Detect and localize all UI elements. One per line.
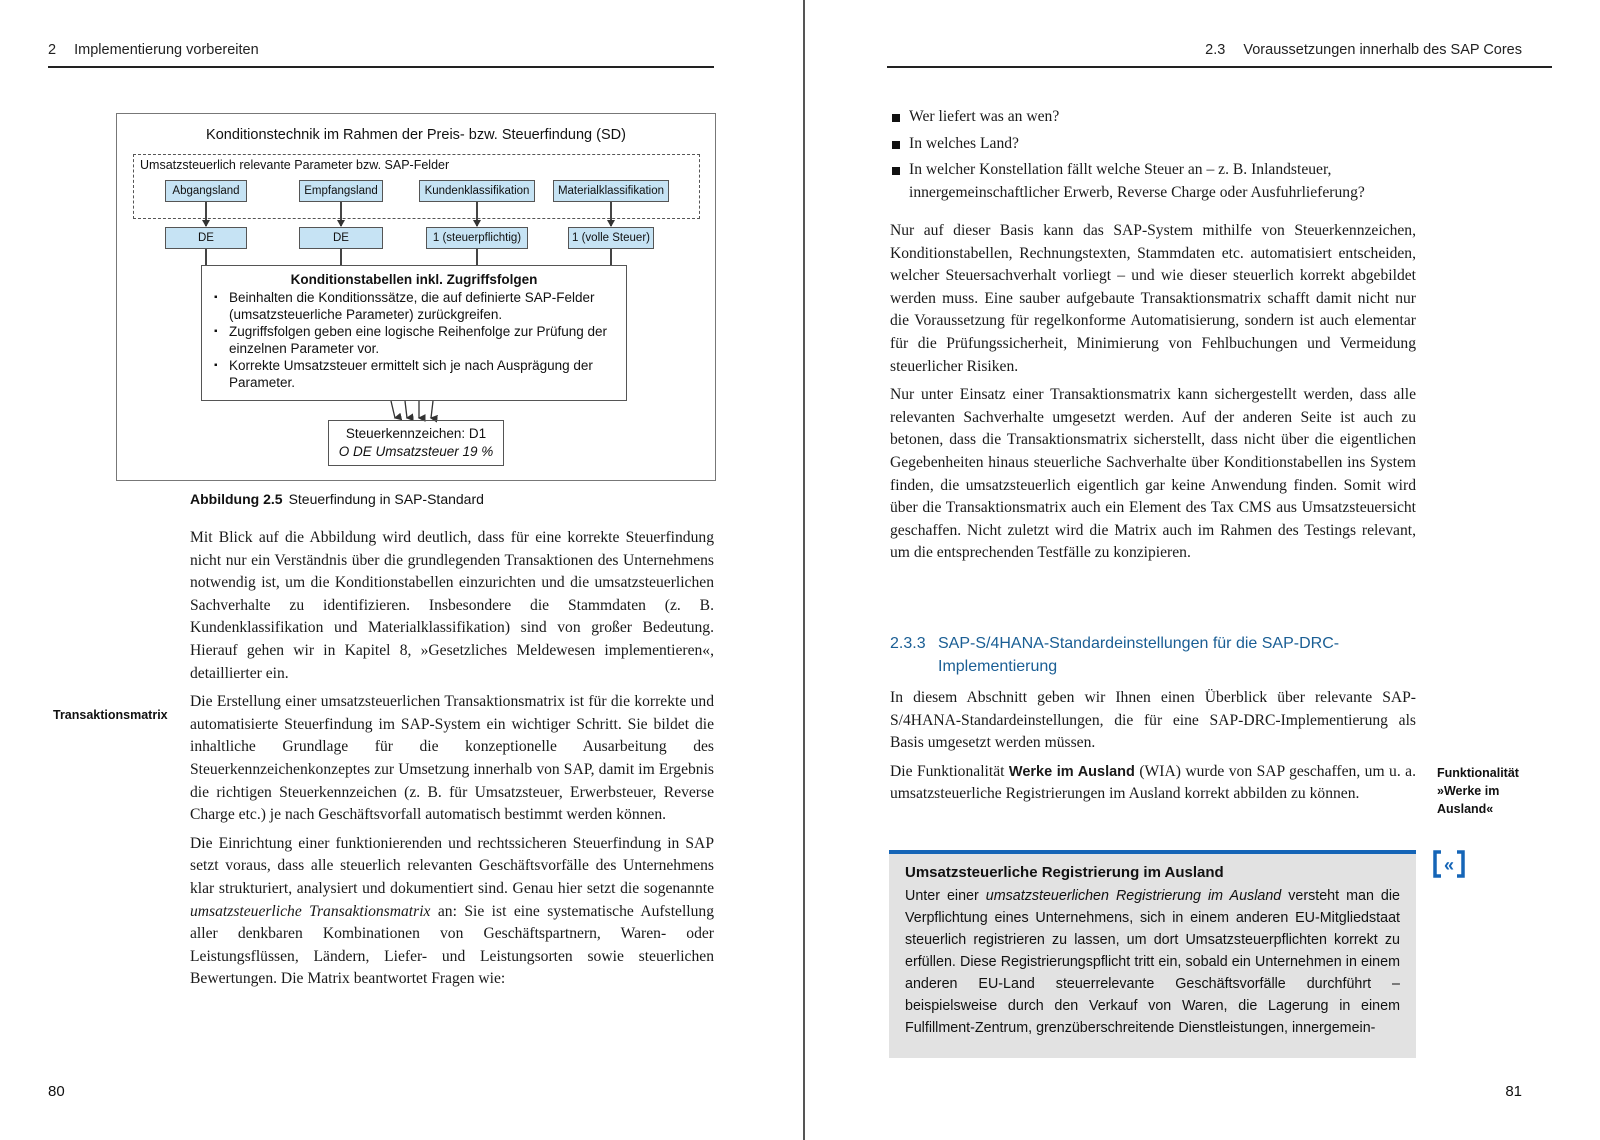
definition-icon	[1433, 850, 1465, 878]
connector-line	[205, 249, 207, 265]
param-field-box: Abgangsland	[165, 180, 247, 202]
page-number-left: 80	[48, 1083, 65, 1100]
section-number: 2.3	[1205, 42, 1226, 58]
connector-line	[610, 249, 612, 265]
condition-tables-box	[201, 265, 627, 401]
arrow-down-icon	[473, 220, 481, 227]
param-value-box: DE	[165, 227, 247, 249]
paragraph	[890, 761, 1416, 806]
paragraph-text: Die Einrichtung einer funktionierenden und rechtssicheren Steuerfindung in SAP setzt voraus, dass alle steuerlich relevanten Geschäftsvorfälle des Unternehmens klar strukturiert, analysiert und dokumentiert sind. Genau hier setzt die sogenannte	[190, 834, 714, 897]
list-item: Wer liefert was an wen?	[890, 106, 1416, 129]
running-head-left	[48, 42, 259, 58]
tax-code-result-box	[328, 420, 504, 466]
connector-line	[476, 249, 478, 265]
header-rule	[887, 66, 1552, 68]
param-field-box: Materialklassifikation	[553, 180, 669, 202]
list-item: In welcher Konstellation fällt welche Steuer an – z. B. Inlandsteuer, innergemeinschaftlicher Erwerb, Reverse Charge oder Ausfuhrlieferung?	[890, 159, 1416, 204]
arrow-down-icon	[337, 220, 345, 227]
arrow-down-icon	[607, 220, 615, 227]
definition-box-title: Umsatzsteuerliche Registrierung im Ausland	[905, 864, 1224, 881]
definition-box	[889, 850, 1416, 1058]
page-number-right: 81	[1505, 1083, 1522, 1100]
list-item: In welches Land?	[890, 133, 1416, 156]
section-heading-number: 2.3.3	[890, 635, 926, 652]
figure-caption	[190, 491, 484, 507]
definition-box-body	[905, 885, 1400, 1039]
question-list	[890, 106, 1416, 208]
figure-tax-determination	[116, 113, 716, 481]
section-heading-title: SAP-S/4HANA-Standardeinstellungen für die SAP-DRC-Implementierung	[938, 635, 1340, 675]
tax-code-description: O DE Umsatzsteuer 19 %	[338, 444, 494, 459]
condition-tables-bullet: ▪ Korrekte Umsatzsteuer ermittelt sich je nach Ausprägung der Parameter.	[214, 358, 626, 391]
paragraph: In diesem Abschnitt geben wir Ihnen einen Überblick über relevante SAP-S/4HANA-Standardeinstellungen, die für eine SAP-DRC-Implementierung als Basis umgesetzt werden müssen.	[890, 689, 1416, 752]
running-head-right	[1205, 42, 1522, 58]
param-value-box: 1 (volle Steuer)	[568, 227, 654, 249]
marginal-note-transaction-matrix: Transaktionsmatrix	[53, 708, 168, 722]
definition-term: umsatzsteuerlichen Registrierung im Ausland	[985, 888, 1282, 904]
paragraph: Die Erstellung einer umsatzsteuerlichen Transaktionsmatrix ist für die korrekte und automatisierte Steuerfindung im SAP-System ein wichtiger Schritt. Sie bildet die inhaltliche Grundlage für die konzeptionelle Ausarbeitung des Steuerkennzeichenkonzeptes zur Umsetzung innerhalb von SAP, damit im Ergebnis die richtigen Steuerkennzeichen (z. B. für Umsatzsteuer, Erwerbsteuer, Reverse Charge etc.) je nach Geschäftsvorfall automatisch bestimmt werden können.	[190, 693, 714, 824]
param-field-box: Kundenklassifikation	[419, 180, 535, 202]
condition-tables-list	[214, 290, 626, 391]
paragraph-text: Die Funktionalität	[890, 762, 1009, 780]
definition-text: Unter einer	[905, 888, 986, 904]
section-heading	[890, 632, 1416, 678]
condition-tables-title: Konditionstabellen inkl. Zugriffsfolgen	[290, 272, 538, 287]
arrow-down-icon	[202, 220, 210, 227]
condition-tables-bullet: ▪ Beinhalten die Konditionssätze, die auf definierte SAP-Felder (umsatzsteuerliche Parameter) zurückgreifen.	[214, 290, 626, 323]
paragraph-text: (WIA) wurde von SAP geschaffen, um u. a. umsatzsteuerliche Registrierungen im Ausland korrekt abbilden zu können.	[890, 762, 1416, 803]
emphasis-text: umsatzsteuerliche Transaktionsmatrix	[190, 902, 431, 920]
tax-code-line: Steuerkennzeichen: D1	[345, 426, 487, 441]
param-value-box: DE	[299, 227, 383, 249]
parameter-group-label: Umsatzsteuerlich relevante Parameter bzw. SAP-Felder	[140, 158, 450, 172]
caption-label: Abbildung 2.5	[190, 491, 283, 507]
paragraph: Mit Blick auf die Abbildung wird deutlich, dass für eine korrekte Steuerfindung nicht nur ein Verständnis über die grundlegenden Transaktionen des Unternehmens notwendig ist, um die Konditionstabellen einzurichten und die umsatzsteuerlichen Sachverhalte zu identifizieren. Insbesondere die Stammdaten (z. B. Kundenklassifikation und Materialklassifikation) sind von großer Bedeutung. Hierauf gehen wir in Kapitel 8, »Gesetzliches Meldewesen implementieren«, detaillierter ein.	[190, 529, 714, 682]
svg-text:«: «	[1443, 855, 1455, 875]
definition-text: versteht man die Verpflichtung eines Unternehmens, sich in einem anderen EU-Mitgliedstaat steuerlich registrieren zu lassen, um dort Umsatzsteuerpflichten korrekt zu erfüllen. Diese Registrierungspflicht tritt ein, sobald ein Unternehmen in einem anderen EU-Land steuerrelevante Geschäftsvorfälle durchführt – beispielsweise durch den Verkauf von Waren, die Lagerung in einem Fulfillment-Zentrum, grenzüberschreitende Dienstleistungen, innergemein-	[905, 888, 1401, 1036]
left-body-text	[190, 527, 714, 997]
paragraph	[190, 833, 714, 991]
section-body-text	[890, 687, 1416, 812]
connector-line	[340, 249, 342, 265]
figure-title: Konditionstechnik im Rahmen der Preis- bzw. Steuerfindung (SD)	[206, 127, 626, 143]
section-title: Voraussetzungen innerhalb des SAP Cores	[1243, 42, 1522, 58]
header-rule	[48, 66, 714, 68]
bold-term: Werke im Ausland	[1008, 763, 1135, 780]
paragraph-text: an: Sie ist eine systematische Aufstellung aller denkbaren Kombinationen von Geschäftspartnern, Waren- oder Leistungsflüssen, Ländern, Liefer- und Leistungsorten sowie steuerlichen Bewertungen. Die Matrix beantwortet Fragen wie:	[190, 902, 714, 988]
marginal-note-werke-im-ausland: Funktionalität »Werke im Ausland«	[1437, 766, 1519, 816]
right-body-text	[890, 220, 1416, 571]
paragraph: Nur auf dieser Basis kann das SAP-System mithilfe von Steuerkennzeichen, Konditionstabellen, Rechnungstexten, Stammdaten etc. automatisiert entscheiden, welcher Steuersachverhalt vorliegt – und wie dieser steuerlich korrekt abgebildet werden muss. Eine sauber aufgebaute Transaktionsmatrix schafft damit nicht nur die Voraussetzung für regelkonforme Automatisierung, sondern ist auch elementar für die Prüfungssicherheit, Minimierung von Fehlbuchungen und Vermeidung steuerlicher Risiken.	[890, 222, 1416, 375]
condition-tables-bullet: ▪ Zugriffsfolgen geben eine logische Reihenfolge zur Prüfung der einzelnen Parameter vor.	[214, 324, 626, 357]
paragraph: Nur unter Einsatz einer Transaktionsmatrix kann sichergestellt werden, dass alle relevanten Sachverhalte umgesetzt werden. Auf der anderen Seite ist auch zu betonen, dass die Transaktionsmatrix sicherstellt, dass nicht über die eigentlichen Gegebenheiten hinaus steuerliche Sachverhalte über Konditionstabellen ins System finden, die umsatzsteuerlich eigentlich gar keine Anwendung finden. Somit wird über die Transaktionsmatrix auch ein Element des Tax CMS aus Umsatzsteuersicht geschaffen. Nicht zuletzt wird die Matrix auch im Rahmen des Testings relevant, um die entsprechenden Testfälle zu konzipieren.	[890, 386, 1416, 562]
chapter-number: 2	[48, 42, 57, 58]
param-value-box: 1 (steuerpflichtig)	[426, 227, 528, 249]
chapter-title: Implementierung vorbereiten	[74, 42, 259, 58]
param-field-box: Empfangsland	[299, 180, 383, 202]
caption-text: Steuerfindung in SAP-Standard	[288, 491, 484, 507]
